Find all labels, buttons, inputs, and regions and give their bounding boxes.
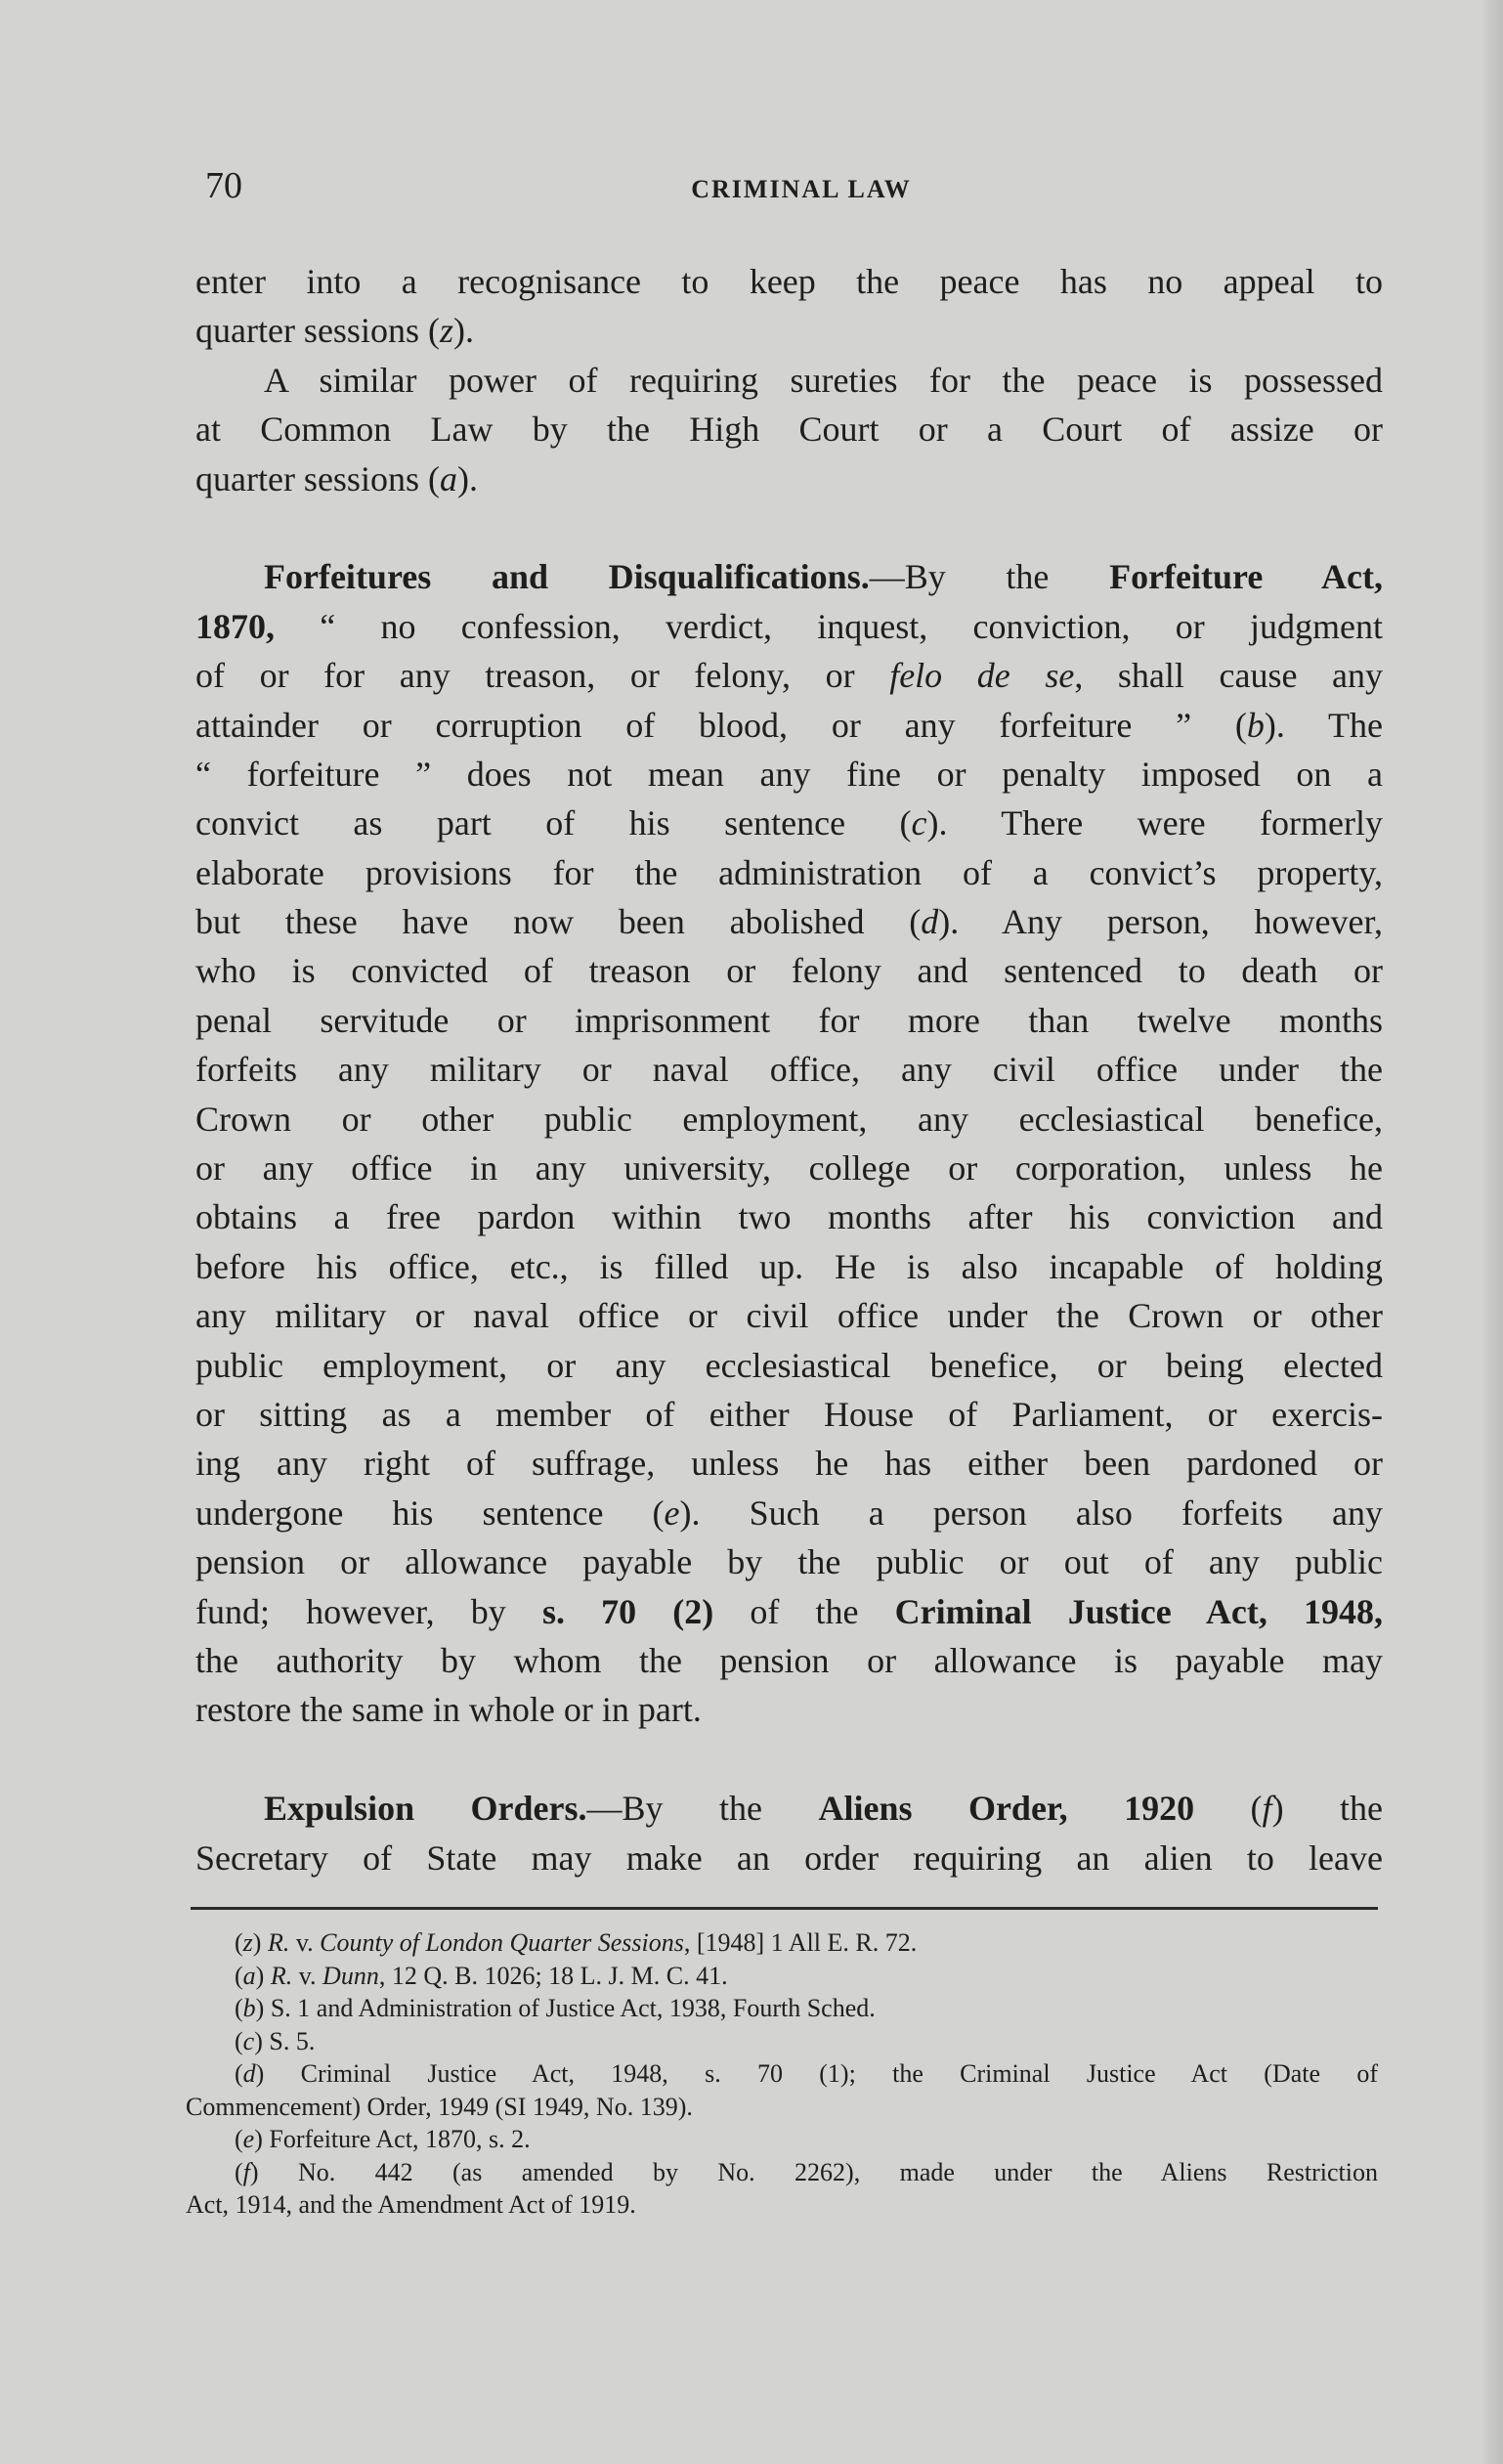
text-run: public employment, or any ecclesiastical benefice, or being elected [195, 1345, 1383, 1385]
text-run: ) [252, 1928, 268, 1957]
text-run: ) Forfeiture Act, 1870, s. 2. [254, 2125, 531, 2153]
italic-run: a [242, 1961, 256, 1990]
text-run: Commencement) Order, 1949 (SI 1949, No. 139). [186, 2092, 693, 2121]
text-run: , [1948] 1 All E. R. 72. [683, 1928, 918, 1957]
text-line [195, 1636, 1383, 1685]
text-line [195, 701, 1383, 750]
text-line [195, 799, 1383, 847]
italic-run: e [664, 1492, 680, 1533]
text-line [195, 1390, 1383, 1439]
bold-run: Criminal Justice Act, 1948, [894, 1591, 1384, 1631]
text-line [195, 1095, 1383, 1144]
text-run: ing any right of suffrage, unless he has either been pardoned or [195, 1444, 1383, 1484]
text-line [195, 552, 1383, 601]
text-line [195, 1587, 1383, 1636]
text-run: enter into a recognisance to keep the peace has no appeal to [195, 262, 1383, 301]
text-run: undergone his sentence ( [195, 1492, 665, 1533]
text-run: or any office in any university, college or corporation, unless he [195, 1148, 1383, 1189]
text-run: ) the [1271, 1789, 1383, 1829]
text-run: Act, 1914, and the Amendment Act of 1919. [186, 2190, 636, 2219]
bold-run: s. 70 (2) [541, 1591, 714, 1631]
text-run: —By the [869, 557, 1110, 597]
text-run: ) No. 442 (as amended by No. 2262), made under the Aliens Restriction [249, 2157, 1378, 2186]
text-run: ) S. 5. [254, 2026, 316, 2055]
text-run: the authority by whom the pension or allowance is payable may [195, 1640, 1383, 1680]
italic-run: felo de se [889, 656, 1075, 696]
text-run: quarter sessions ( [195, 311, 440, 351]
text-line [195, 750, 1383, 799]
footnote-line [186, 1992, 1378, 2025]
italic-run: f [1262, 1789, 1272, 1829]
text-line [195, 257, 1383, 306]
bold-run: Forfeiture Act, [1109, 557, 1383, 597]
text-run: Secretary of State may make an order requiring an alien to leave [195, 1837, 1383, 1878]
text-run: “ forfeiture ” does not mean any fine or penalty imposed on a [195, 754, 1383, 794]
text-run: elaborate provisions for the administration of a convict’s property, [195, 852, 1383, 892]
text-run: v. [292, 1961, 323, 1990]
text-run: of or for any treason, or felony, or [195, 656, 890, 696]
text-run: ( [1194, 1789, 1263, 1829]
footnote-line [186, 1926, 1378, 1960]
text-run: attainder or corruption of blood, or any forfeiture ” ( [195, 705, 1247, 745]
bold-run: 1870, [195, 606, 275, 646]
text-run: ). [452, 311, 474, 351]
text-line [195, 1537, 1383, 1586]
text-line [195, 1439, 1383, 1488]
text-line [195, 1242, 1383, 1291]
italic-run: d [921, 902, 939, 942]
text-run: who is convicted of treason or felony and sentenced to death or [195, 951, 1383, 991]
text-run: convict as part of his sentence ( [195, 803, 912, 843]
text-run: pension or allowance payable by the public or out of any public [195, 1542, 1383, 1582]
text-line [195, 454, 1383, 503]
text-run: any military or naval office or civil office under the Crown or other [195, 1296, 1383, 1336]
italic-run: b [1246, 705, 1265, 745]
bold-run: Forfeitures and Disqualifications. [264, 557, 870, 597]
text-run: ( [235, 2125, 243, 2153]
text-run: but these have now been abolished ( [195, 902, 922, 942]
text-line [195, 1735, 1383, 1784]
text-run: ). The [1264, 705, 1383, 745]
footnote-line [186, 1960, 1378, 1993]
italic-run: b [242, 1994, 256, 2022]
text-run: ) S. 1 and Administration of Justice Act, 1938, Fourth Sched. [255, 1994, 876, 2022]
text-run: ( [235, 1961, 243, 1990]
text-run: ( [235, 2059, 243, 2088]
footnote-line [186, 2025, 1378, 2058]
italic-run: z [242, 1928, 253, 1957]
italic-run: e [242, 2125, 255, 2153]
italic-run: Dunn [322, 1961, 379, 1990]
text-run: ( [235, 1928, 243, 1957]
text-line [195, 405, 1383, 454]
text-run: , shall cause any [1074, 656, 1384, 696]
footnotes [186, 1926, 1378, 2222]
italic-run: z [439, 311, 453, 351]
text-run: A similar power of requiring sureties for the peace is possessed [264, 360, 1383, 400]
text-run: obtains a free pardon within two months after his conviction and [195, 1197, 1383, 1237]
text-run: quarter sessions ( [195, 458, 440, 498]
text-line [195, 1144, 1383, 1192]
page-number: 70 [205, 165, 242, 206]
text-line [195, 306, 1383, 355]
italic-run: f [242, 2157, 250, 2186]
text-line [195, 651, 1383, 700]
text-line [195, 897, 1383, 946]
text-run: ) [255, 1961, 271, 1990]
footnote-line [186, 2188, 1378, 2222]
text-run: , 12 Q. B. 1026; 18 L. J. M. C. 41. [378, 1961, 728, 1990]
footnote-line [186, 2123, 1378, 2156]
text-run: of the [713, 1591, 895, 1631]
italic-run: R. [267, 1928, 290, 1957]
body-text [195, 257, 1383, 1882]
bold-run: Expulsion Orders. [264, 1789, 587, 1829]
italic-run: c [911, 803, 927, 843]
text-run: forfeits any military or naval office, any civil office under the [195, 1050, 1383, 1090]
text-line [195, 848, 1383, 897]
page-header [0, 161, 1503, 210]
text-run: “ no confession, verdict, inquest, conviction, or judgment [275, 606, 1383, 646]
text-run: ) Criminal Justice Act, 1948, s. 70 (1); the Criminal Justice Act (Date of [255, 2059, 1378, 2088]
text-run: ). Such a person also forfeits any [679, 1492, 1383, 1533]
text-run: or sitting as a member of either House of Parliament, or exercis- [195, 1394, 1383, 1434]
footnote-rule [191, 1907, 1378, 1910]
footnote-line [186, 2057, 1378, 2091]
text-line [195, 356, 1383, 405]
text-run: ( [235, 2157, 243, 2186]
italic-run: County of London Quarter Sessions [320, 1928, 684, 1957]
page-edge [1483, 0, 1503, 2464]
text-run: v. [289, 1928, 321, 1957]
text-run: restore the same in whole or in part. [195, 1690, 702, 1730]
text-run: before his office, etc., is filled up. He is also incapable of holding [195, 1246, 1383, 1286]
text-run: Crown or other public employment, any ecclesiastical benefice, [195, 1099, 1383, 1139]
text-line [195, 946, 1383, 995]
text-line [195, 1341, 1383, 1390]
text-run: ( [235, 1994, 243, 2022]
italic-run: c [242, 2026, 255, 2055]
italic-run: a [439, 458, 457, 498]
text-line [195, 996, 1383, 1045]
text-line [195, 1192, 1383, 1241]
text-run: penal servitude or imprisonment for more than twelve months [195, 1000, 1383, 1040]
footnote-line [186, 2156, 1378, 2189]
text-line [195, 1685, 1383, 1734]
text-line [195, 503, 1383, 552]
text-run: ). Any person, however, [938, 902, 1383, 942]
text-line [195, 602, 1383, 651]
text-line [195, 1291, 1383, 1340]
text-line [195, 1489, 1383, 1537]
italic-run: d [242, 2059, 256, 2088]
text-run: ( [235, 2026, 243, 2055]
text-run: fund; however, by [195, 1591, 542, 1631]
italic-run: R. [270, 1961, 293, 1990]
text-line [195, 1045, 1383, 1094]
text-run: at Common Law by the High Court or a Court of assize or [195, 410, 1383, 450]
text-run: —By the [586, 1789, 819, 1829]
footnote-line [186, 2091, 1378, 2124]
text-run: ). [456, 458, 478, 498]
running-title: CRIMINAL LAW [691, 175, 912, 203]
text-line [195, 1784, 1383, 1833]
text-line [195, 1834, 1383, 1882]
bold-run: Aliens Order, 1920 [818, 1789, 1195, 1829]
text-run: ). There were formerly [926, 803, 1383, 843]
